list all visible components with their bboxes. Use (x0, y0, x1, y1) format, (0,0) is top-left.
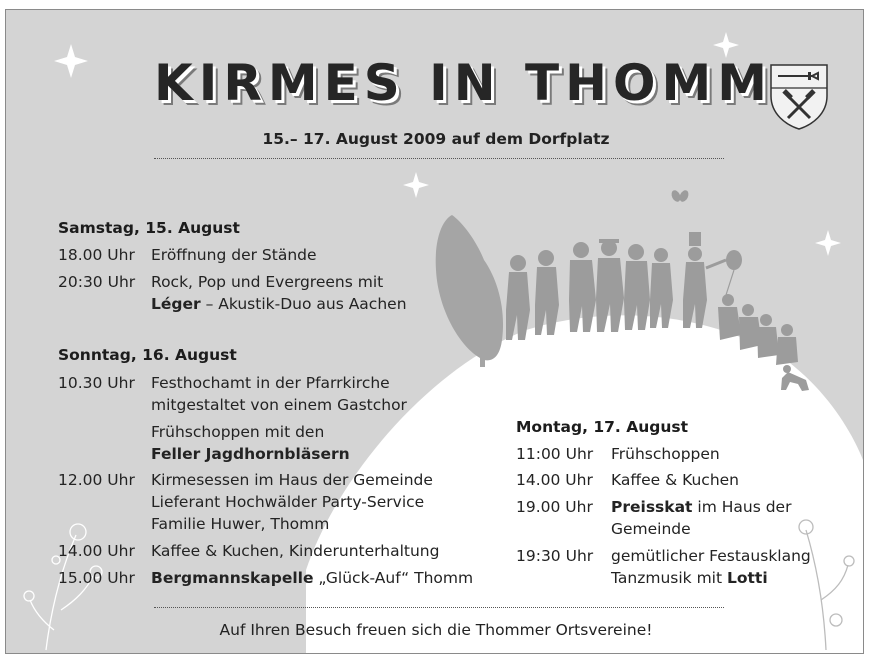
sunday-heading: Sonntag, 16. August (58, 346, 237, 364)
band-description: – Akustik-Duo aus Aachen (200, 295, 407, 313)
event-time: 11:00 Uhr (516, 445, 594, 463)
event-time: 14.00 Uhr (58, 542, 135, 560)
event-description: im Haus der (692, 498, 792, 516)
event-description: Eröffnung der Stände (151, 246, 317, 264)
band-description: „Glück-Auf“ Thomm (313, 569, 474, 587)
date-subtitle: 15.– 17. August 2009 auf dem Dorfplatz (262, 130, 610, 148)
event-time: 18.00 Uhr (58, 246, 135, 264)
event-time: 19:30 Uhr (516, 547, 594, 565)
tree-silhouette-icon (436, 215, 503, 367)
kirmes-poster (5, 9, 864, 654)
event-highlight: Preisskat (611, 498, 693, 516)
band-name: Bergmannskapelle (151, 569, 314, 587)
dotted-divider-bottom (154, 607, 724, 608)
event-time: 20:30 Uhr (58, 273, 136, 291)
monday-heading: Montag, 17. August (516, 418, 689, 436)
event-description: Familie Huwer, Thomm (151, 515, 330, 533)
coat-of-arms-icon (768, 62, 830, 132)
event-description: Frühschoppen mit den (151, 423, 325, 441)
event-time: 19.00 Uhr (516, 498, 593, 516)
band-name: Lotti (726, 569, 768, 587)
butterfly-icon (670, 189, 690, 203)
footer-text: Auf Ihren Besuch freuen sich die Thommer Ortsvereine! (219, 621, 653, 639)
dotted-divider-top (154, 158, 724, 159)
balloon-icon (726, 250, 742, 295)
event-description: Rock, Pop und Evergreens mit (151, 273, 384, 291)
band-name: Léger (151, 295, 201, 313)
event-description: mitgestaltet von einem Gastchor (151, 396, 407, 414)
event-time: 12.00 Uhr (58, 471, 135, 489)
event-time: 15.00 Uhr (58, 569, 135, 587)
event-description: Frühschoppen (611, 445, 720, 463)
event-description: Kirmesessen im Haus der Gemeinde (151, 471, 433, 489)
event-description: Tanzmusik mit (611, 569, 727, 587)
event-time: 14.00 Uhr (516, 471, 593, 489)
event-description: Kaffee & Kuchen (611, 471, 740, 489)
event-time: 10.30 Uhr (58, 374, 135, 392)
poster-title: KIRMES IN THOMM (154, 54, 774, 112)
event-description: Festhochamt in der Pfarrkirche (151, 374, 390, 392)
event-description: Lieferant Hochwälder Party-Service (151, 493, 425, 511)
event-description: Gemeinde (611, 520, 691, 538)
band-name: Feller Jagdhornbläsern (151, 445, 350, 463)
event-description: Kaffee & Kuchen, Kinderunterhaltung (151, 542, 440, 560)
saturday-heading: Samstag, 15. August (58, 219, 240, 237)
event-description: gemütlicher Festausklang (611, 547, 811, 565)
